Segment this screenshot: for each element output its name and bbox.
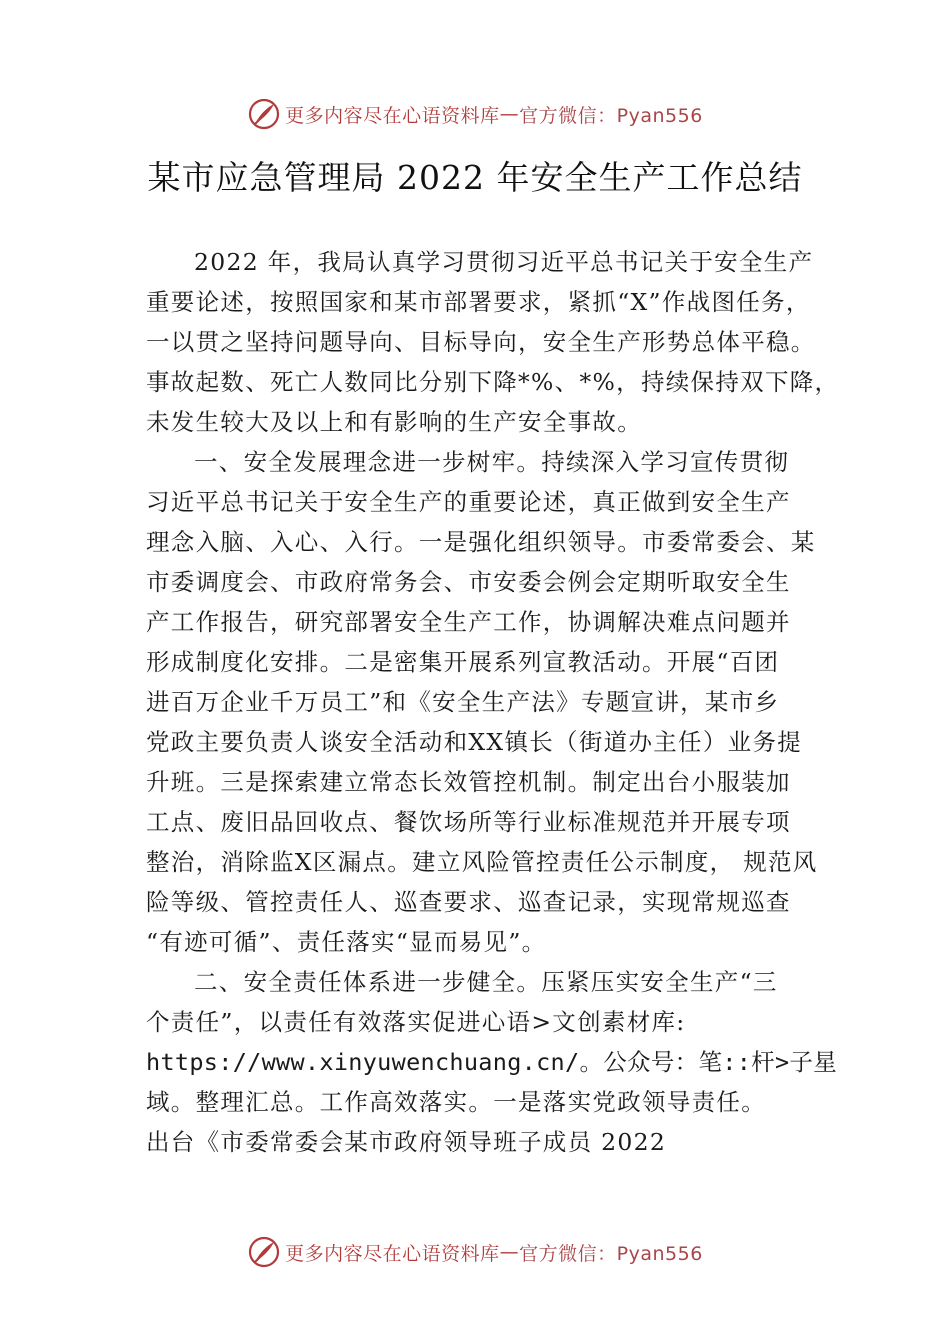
body-line: 升班。三是探索建立常态长效管控机制。制定出台小服装加 [146,768,791,796]
document-title: 某市应急管理局 2022 年安全生产工作总结 [147,158,803,197]
quill-logo-icon [247,97,281,131]
banner-text: 更多内容尽在心语资料库 [285,104,500,127]
body-line: 进百万企业千万员工”和《安全生产法》专题宣讲，某市乡 [146,688,780,716]
body-line: 习近平总书记关于安全生产的重要论述，真正做到安全生产 [146,488,791,516]
banner-text: 更多内容尽在心语资料库 [285,1242,500,1265]
body-line: 重要论述，按照国家和某市部署要求，紧抓“X”作战图任务， [146,288,811,316]
body-line-url: https://www.xinyuwenchuang.cn/。公众号：笔::杆>子星 [146,1048,837,1076]
footer-watermark-banner [0,1232,950,1272]
body-line: 整治，消除监X区漏点。建立风险管控责任公示制度， 规范风 [146,848,818,876]
body-line: 形成制度化安排。二是密集开展系列宣教活动。开展“百团 [146,648,780,676]
body-line: 产工作报告，研究部署安全生产工作，协调解决难点问题并 [146,608,791,636]
body-line: 事故起数、死亡人数同比分别下降*%、*%，持续保持双下降， [146,368,840,396]
document-body [146,242,840,1162]
body-line: 未发生较大及以上和有影响的生产安全事故。 [146,408,642,436]
banner-wechat: 官方微信：Pyan556 [519,1242,703,1265]
body-line: 市委调度会、市政府常务会、市安委会例会定期听取安全生 [146,568,791,596]
body-line: 理念入脑、入心、入行。一是强化组织领导。市委常委会、某 [146,528,816,556]
body-line: 一、安全发展理念进一步树牢。持续深入学习宣传贯彻 [194,448,790,476]
body-line: 域。整理汇总。工作高效落实。一是落实党政领导责任。 [146,1088,766,1116]
body-line: “有迹可循”、责任落实“显而易见”。 [146,928,547,956]
banner-separator: — [499,103,520,125]
banner-wechat: 官方微信：Pyan556 [519,104,703,127]
body-line: 个责任”，以责任有效落实促进心语>文创素材库: [146,1008,686,1036]
body-line: 一以贯之坚持问题导向、目标导向，安全生产形势总体平稳。 [146,328,816,356]
header-watermark-banner [0,94,950,134]
body-line: 出台《市委常委会某市政府领导班子成员 2022 [146,1128,667,1156]
body-line: 2022 年，我局认真学习贯彻习近平总书记关于安全生产 [194,248,814,276]
body-line: 工点、废旧品回收点、餐饮场所等行业标准规范并开展专项 [146,808,791,836]
body-line: 党政主要负责人谈安全活动和XX镇长（街道办主任）业务提 [146,728,803,756]
body-line: 险等级、管控责任人、巡查要求、巡查记录，实现常规巡查 [146,888,791,916]
quill-logo-icon [247,1235,281,1269]
body-line: 二、安全责任体系进一步健全。压紧压实安全生产“三 [194,968,778,996]
banner-separator: — [499,1241,520,1263]
